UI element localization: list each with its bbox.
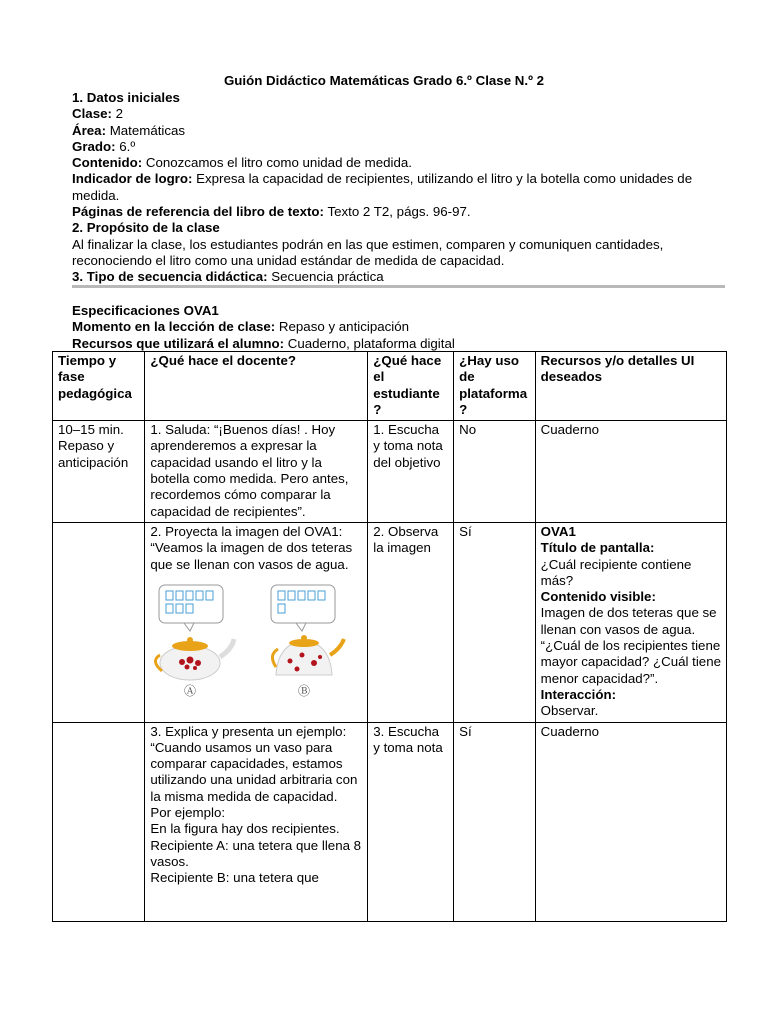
- table-row: [53, 722, 727, 921]
- cell-docente: [145, 522, 368, 722]
- table-row: [53, 421, 727, 523]
- contenido-label: Contenido:: [72, 155, 143, 171]
- cell-recursos: Cuaderno: [535, 722, 726, 921]
- cell-docente: [145, 722, 368, 921]
- indicador-line: [72, 171, 702, 204]
- grado-value: 6.º: [115, 138, 136, 154]
- ova-specifications: [72, 303, 722, 352]
- speech-bubble-a-tail: [184, 623, 194, 631]
- cell-tiempo: [53, 522, 145, 722]
- screen-title-label: Título de pantalla:: [540, 540, 655, 556]
- teapots-illustration: [150, 583, 346, 701]
- section-3-line: [72, 269, 702, 285]
- recursos-line: [72, 336, 722, 352]
- docente-line: 3. Explica y presenta un ejemplo:: [150, 723, 347, 739]
- area-value: Matemáticas: [106, 122, 186, 138]
- indicador-label: Indicador de logro:: [72, 171, 193, 187]
- contenido-line: [72, 155, 702, 171]
- recursos-value: Cuaderno, plataforma digital: [284, 335, 455, 351]
- contenido-value: Conozcamos el litro como unidad de medida.: [142, 155, 412, 171]
- clase-label: Clase:: [72, 106, 112, 122]
- cell-plataforma: Sí: [454, 522, 536, 722]
- header-recursos: Recursos y/o detalles UI deseados: [535, 352, 726, 421]
- indicador-value: Expresa la capacidad de recipientes, utilizando el litro y la botella como unidades de medida.: [72, 171, 693, 203]
- section-1-heading: 1. Datos iniciales: [72, 90, 180, 105]
- header-estudiante: ¿Qué hace el estudiante ?: [368, 352, 454, 421]
- teapot-b-knob: [301, 635, 307, 641]
- initial-data-section: [72, 90, 702, 286]
- cell-tiempo: [53, 722, 145, 921]
- cell-plataforma: Sí: [454, 722, 536, 921]
- docente-line: “Cuando usamos un vaso para comparar capacidades, estamos utilizando una unidad arbitraria con la misma medida de capacidad.: [150, 739, 358, 804]
- lesson-table: [52, 351, 727, 922]
- interaction-value: Observar.: [540, 703, 599, 719]
- visible-content-label: Contenido visible:: [540, 589, 656, 605]
- paginas-line: [72, 204, 702, 220]
- horizontal-rule: [72, 285, 725, 288]
- momento-label: Momento en la lección de clase:: [72, 319, 276, 335]
- document-title: Guión Didáctico Matemáticas Grado 6.º Clase N.º 2: [223, 73, 545, 88]
- header-tiempo: Tiempo y fase pedagógica: [53, 352, 145, 421]
- docente-line: En la figura hay dos recipientes.: [150, 821, 340, 837]
- paginas-value: Texto 2 T2, págs. 96-97.: [323, 204, 471, 220]
- header-plataforma: ¿Hay uso de plataforma ?: [454, 352, 536, 421]
- teapot-a-group: [156, 585, 235, 698]
- section-2-heading: 2. Propósito de la clase: [72, 220, 220, 236]
- cell-recursos: Cuaderno: [535, 421, 726, 523]
- section-3-label: 3. Tipo de secuencia didáctica:: [72, 269, 268, 285]
- momento-value: Repaso y anticipación: [275, 319, 410, 335]
- docente-line: Por ejemplo:: [150, 805, 226, 821]
- table-header-row: [53, 352, 727, 421]
- specs-heading: Especificaciones OVA1: [72, 303, 219, 318]
- clase-line: [72, 106, 702, 122]
- interaction-label: Interacción:: [540, 686, 617, 702]
- proposito-text: Al finalizar la clase, los estudiantes podrán en las que estimen, comparen y comuniquen cantidades, reconociendo el litro como una unidad estándar de medida de capacidad.: [72, 236, 664, 268]
- area-line: [72, 123, 702, 139]
- cell-recursos: [535, 522, 726, 722]
- docente-text: 2. Proyecta la imagen del OVA1: “Veamos la imagen de dos teteras que se llenan con vasos de agua.: [150, 523, 353, 572]
- teapot-b-group: [271, 585, 344, 698]
- header-docente: ¿Qué hace el docente?: [145, 352, 368, 421]
- teapot-a-label: Ⓐ: [184, 683, 197, 698]
- cell-estudiante: 2. Observa la imagen: [368, 522, 454, 722]
- table-row: [53, 522, 727, 722]
- grado-line: [72, 139, 702, 155]
- teapot-b-spout: [330, 639, 344, 655]
- section-3-value: Secuencia práctica: [267, 269, 384, 285]
- cell-estudiante: 3. Escucha y toma nota: [368, 722, 454, 921]
- cell-estudiante: 1. Escucha y toma nota del objetivo: [368, 421, 454, 523]
- screen-title-value: ¿Cuál recipiente contiene más?: [540, 556, 692, 588]
- visible-content-value: Imagen de dos teteras que se llenan con vasos de agua. “¿Cuál de los recipientes tiene mayor capacidad? ¿Cuál tiene menor capacidad?”.: [540, 605, 721, 686]
- cell-tiempo: 10–15 min. Repaso y anticipación: [53, 421, 145, 523]
- cell-docente: 1. Saluda: “¡Buenos días! . Hoy aprenderemos a expresar la capacidad usando el litro y la botella como medida. Pero antes, recordemos cómo comparar la capacidad de recipientes”.: [145, 421, 368, 523]
- area-label: Área:: [72, 122, 106, 138]
- speech-bubble-b-tail: [296, 623, 306, 631]
- teapot-b-label: Ⓑ: [298, 683, 311, 698]
- docente-line: Recipiente A: una tetera que llena 8 vasos.: [150, 837, 362, 869]
- docente-line: Recipiente B: una tetera que: [150, 870, 319, 886]
- teapot-a-spout: [220, 639, 234, 657]
- teapot-a-knob: [187, 637, 193, 643]
- grado-label: Grado:: [72, 138, 116, 154]
- clase-value: 2: [111, 106, 124, 122]
- paginas-label: Páginas de referencia del libro de texto:: [72, 204, 324, 220]
- cell-plataforma: No: [454, 421, 536, 523]
- recursos-label: Recursos que utilizará el alumno:: [72, 335, 285, 351]
- ova-title: OVA1: [540, 523, 576, 539]
- momento-line: [72, 319, 722, 335]
